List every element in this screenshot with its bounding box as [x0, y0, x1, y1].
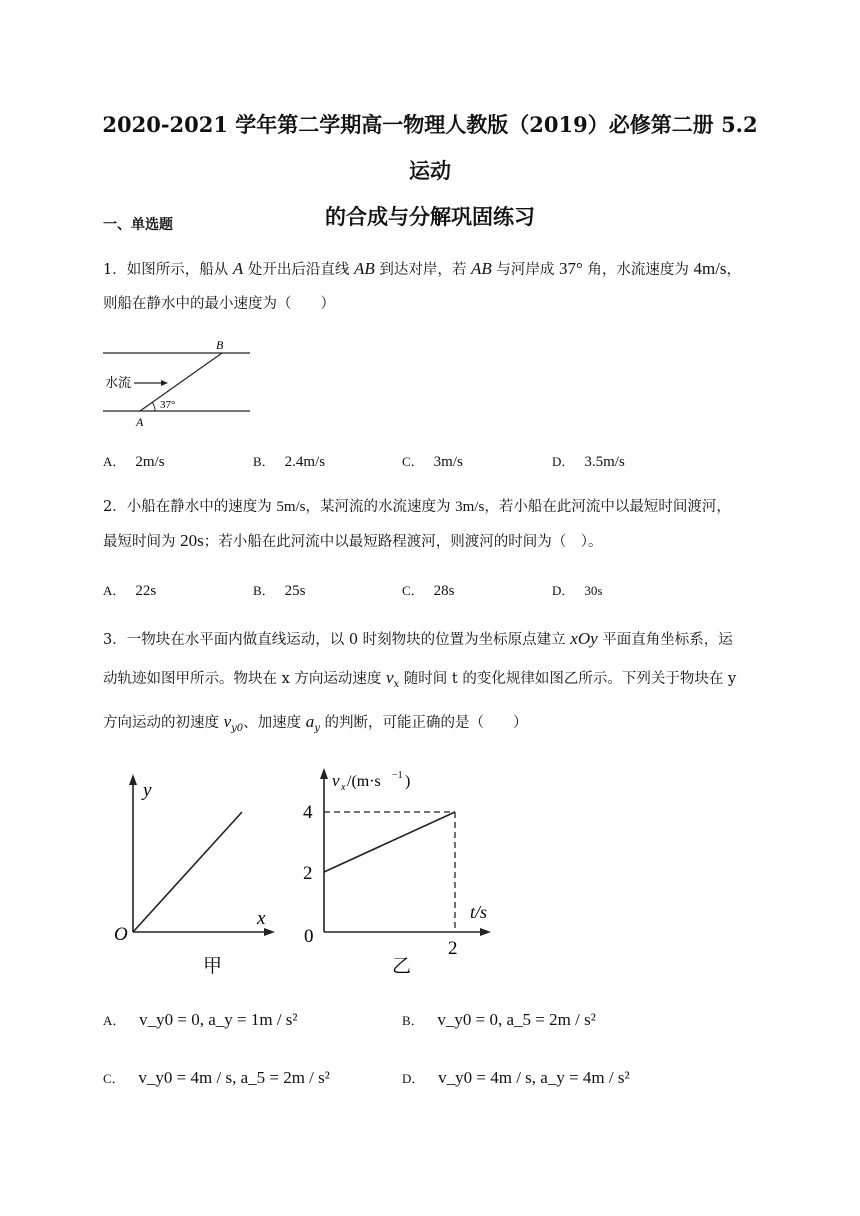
yi-velocity-line [324, 812, 455, 872]
q3-line-3: 方向运动的初速度 $v_{y0}$、加速度 $a_y$ 的判断，可能正确的是（ ） [103, 711, 528, 734]
label-b: B [216, 338, 224, 352]
yi-y-unit-exp: −1 [392, 770, 403, 781]
section-heading: 一、单选题 [103, 217, 173, 233]
label-a: A [136, 415, 144, 429]
yi-y-unit: /(m·s [347, 773, 381, 790]
q2-option-d[interactable]: D． 30s [552, 583, 603, 598]
question-2 [103, 490, 763, 559]
title-line-1: 2020-2021 学年第二学期高一物理人教版（2019）必修第二册 5.2 运动 [102, 112, 758, 183]
jia-caption: 甲 [203, 955, 223, 977]
jia-x-label: x [257, 908, 266, 929]
jia-x-arrow-icon [264, 928, 275, 936]
q3-option-b-formula: v_y0 = 0, a_5 = 2m / s² [437, 1010, 596, 1029]
q2-line-2: 最短时间为 20s；若小船在此河流中以最短路程渡河，则渡河的时间为（ ）。 [103, 531, 603, 550]
yi-origin-label: 0 [304, 926, 314, 947]
q3-option-a-formula: v_y0 = 0, a_y = 1m / s² [139, 1010, 298, 1029]
q2-option-a[interactable]: A． 22s [103, 583, 157, 599]
jia-y-label: y [143, 780, 152, 801]
yi-y-unit-close: ) [405, 773, 411, 790]
q2-option-c[interactable]: C． 28s [402, 583, 455, 599]
q3-option-c-formula: v_y0 = 4m / s, a_5 = 2m / s² [138, 1068, 330, 1087]
question-1 [103, 252, 763, 321]
flow-arrowhead-icon [161, 380, 168, 386]
q3-line-1: 3．一物块在水平面内做直线运动，以 0 时刻物块的位置为坐标原点建立 xOy 平面直角坐标系，运 [103, 629, 733, 648]
question-3 [103, 620, 763, 747]
q2-line-1: 2．小船在静水中的速度为 5m/s，某河流的水流速度为 3m/s，若小船在此河流中以最短时间渡河， [103, 499, 731, 515]
graph-jia [114, 774, 275, 977]
yi-y-arrow-icon [320, 768, 328, 779]
yi-caption: 乙 [392, 955, 412, 977]
water-flow-label: 水流 [105, 376, 132, 391]
jia-trajectory [133, 812, 242, 932]
q3-option-b[interactable]: B． v_y0 = 0, a_5 = 2m / s² [402, 1010, 596, 1029]
yi-tick-4: 4 [303, 802, 313, 823]
yi-x-label: t/s [470, 902, 488, 922]
q1-option-d[interactable]: D． 3.5m/s [552, 454, 625, 470]
q3-option-a[interactable]: A． v_y0 = 0, a_y = 1m / s² [103, 1010, 298, 1029]
q3-option-d[interactable]: D． v_y0 = 4m / s, a_y = 4m / s² [402, 1068, 630, 1087]
title-line-2: 的合成与分解巩固练习 [325, 204, 535, 229]
yi-tick-x-2: 2 [448, 938, 458, 959]
graph-yi [303, 768, 491, 977]
q1-option-b[interactable]: B． 2.4m/s [253, 454, 326, 470]
q1-line-2: 则船在静水中的最小速度为（ ） [103, 296, 335, 312]
q3-option-c[interactable]: C． v_y0 = 4m / s, a_5 = 2m / s² [103, 1068, 330, 1087]
q1-river-figure [100, 336, 255, 431]
q1-option-a[interactable]: A． 2m/s [103, 454, 165, 470]
yi-tick-2: 2 [303, 863, 313, 884]
angle-arc [152, 402, 155, 411]
yi-x-arrow-icon [480, 928, 491, 936]
q1-option-c[interactable]: C． 3m/s [402, 454, 463, 470]
jia-origin-label: O [114, 924, 128, 945]
q3-graphs [105, 760, 505, 980]
yi-y-label-sub: x [341, 782, 346, 793]
angle-label: 37° [160, 399, 176, 411]
q1-line-1: 1．如图所示，船从 A 处开出后沿直线 AB 到达对岸，若 AB 与河岸成 37° 角，水流速度为 4m/s， [103, 259, 742, 278]
document-title [90, 102, 770, 240]
jia-y-arrow-icon [129, 774, 137, 785]
q2-option-b[interactable]: B． 25s [253, 583, 306, 599]
yi-y-label: v [332, 771, 340, 790]
q3-line-2: 动轨迹如图甲所示。物块在 x 方向运动速度 $v_x$ 随时间 t 的变化规律如图乙所示。下列关于物块在 y [103, 668, 737, 690]
q3-option-d-formula: v_y0 = 4m / s, a_y = 4m / s² [438, 1068, 630, 1087]
